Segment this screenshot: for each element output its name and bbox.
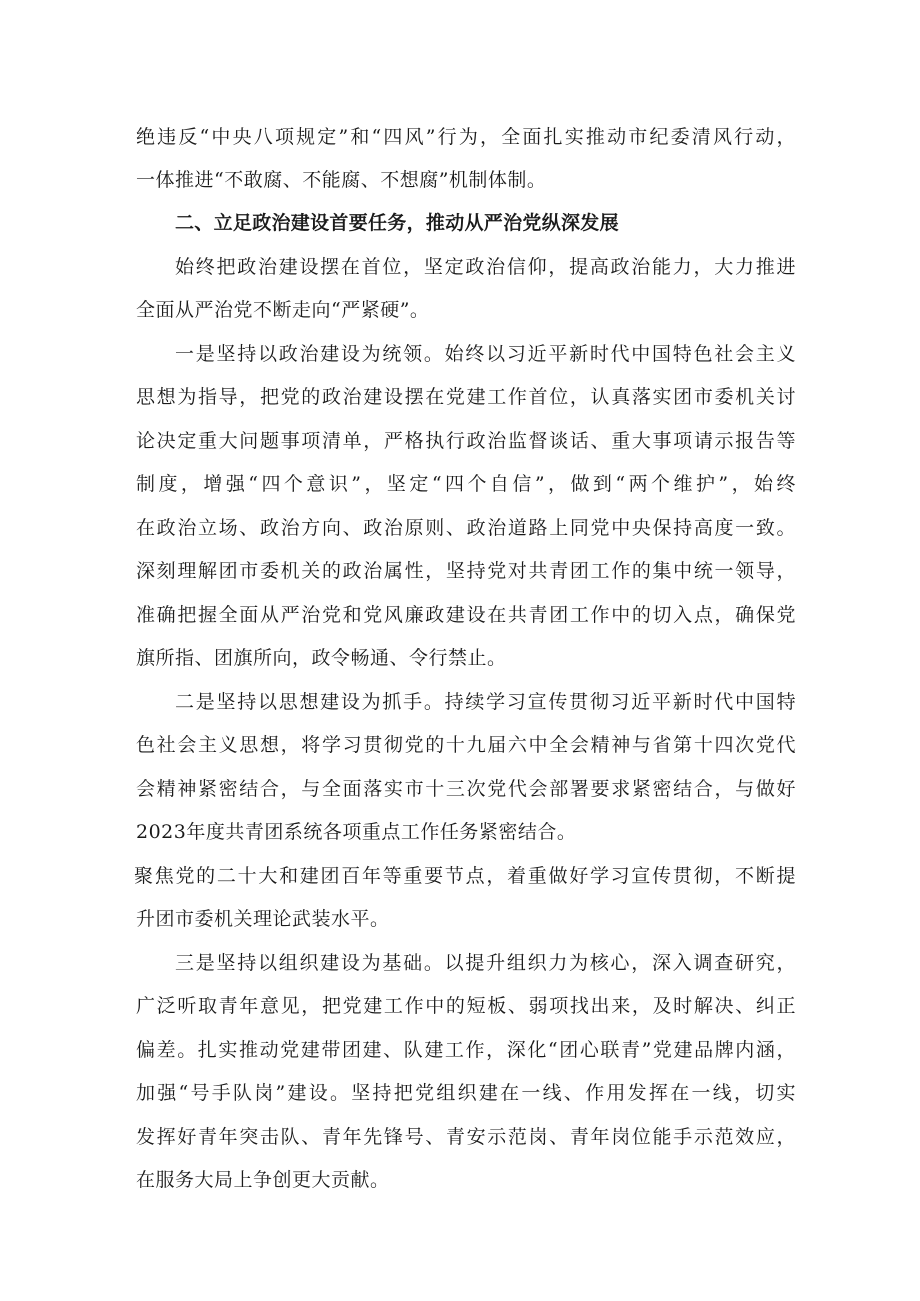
body-line: 在服务大局上争创更大贡献。 bbox=[136, 1169, 390, 1191]
body-line: 发挥好青年突击队、青年先锋号、青安示范岗、青年岗位能手示范效应， bbox=[136, 1126, 796, 1148]
body-line: 广泛听取青年意见，把党建工作中的短板、弱项找出来，及时解决、纠正 bbox=[136, 995, 796, 1017]
body-line: 制度，增强“四个意识”，坚定“四个自信”，做到“两个维护”，始终 bbox=[136, 473, 796, 495]
body-line: 色社会主义思想，将学习贯彻党的十九届六中全会精神与省第十四次党代 bbox=[136, 734, 796, 756]
body-line: 论决定重大问题事项清单，严格执行政治监督谈话、重大事项请示报告等 bbox=[136, 430, 796, 452]
body-line: 旗所指、团旗所向，政令畅通、令行禁止。 bbox=[136, 647, 507, 669]
body-line: 升团市委机关理论武装水平。 bbox=[136, 908, 390, 930]
body-line: 深刻理解团市委机关的政治属性，坚持党对共青团工作的集中统一领导， bbox=[136, 560, 796, 582]
body-line: 2023年度共青团系统各项重点工作任务紧密结合。 bbox=[136, 821, 577, 843]
body-line: 在政治立场、政治方向、政治原则、政治道路上同党中央保持高度一致。 bbox=[136, 517, 796, 539]
body-line: 绝违反“中央八项规定”和“四风”行为，全面扎实推动市纪委清风行动， bbox=[136, 126, 796, 148]
body-line: 聚焦党的二十大和建团百年等重要节点，着重做好学习宣传贯彻，不断提 bbox=[134, 865, 796, 887]
body-line: 会精神紧密结合，与全面落实市十三次党代会部署要求紧密结合，与做好 bbox=[136, 778, 796, 800]
body-line: 偏差。扎实推动党建带团建、队建工作，深化“团心联青”党建品牌内涵， bbox=[136, 1039, 796, 1061]
body-line: 三是坚持以组织建设为基础。以提升组织力为核心，深入调查研究， bbox=[175, 952, 796, 974]
section-heading: 二、立足政治建设首要任务，推动从严治党纵深发展 bbox=[175, 212, 619, 234]
body-line: 始终把政治建设摆在首位，坚定政治信仰，提高政治能力，大力推进 bbox=[175, 256, 796, 278]
body-line: 一是坚持以政治建设为统领。始终以习近平新时代中国特色社会主义 bbox=[175, 343, 796, 365]
body-line: 准确把握全面从严治党和党风廉政建设在共青团工作中的切入点，确保党 bbox=[136, 604, 796, 626]
body-line: 全面从严治党不断走向“严紧硬”。 bbox=[136, 299, 430, 321]
body-line: 一体推进“不敢腐、不能腐、不想腐”机制体制。 bbox=[136, 169, 547, 191]
body-line: 思想为指导，把党的政治建设摆在党建工作首位，认真落实团市委机关讨 bbox=[136, 386, 796, 408]
body-line: 二是坚持以思想建设为抓手。持续学习宣传贯彻习近平新时代中国特 bbox=[175, 691, 796, 713]
body-line: 加强“号手队岗”建设。坚持把党组织建在一线、作用发挥在一线，切实 bbox=[136, 1082, 796, 1104]
